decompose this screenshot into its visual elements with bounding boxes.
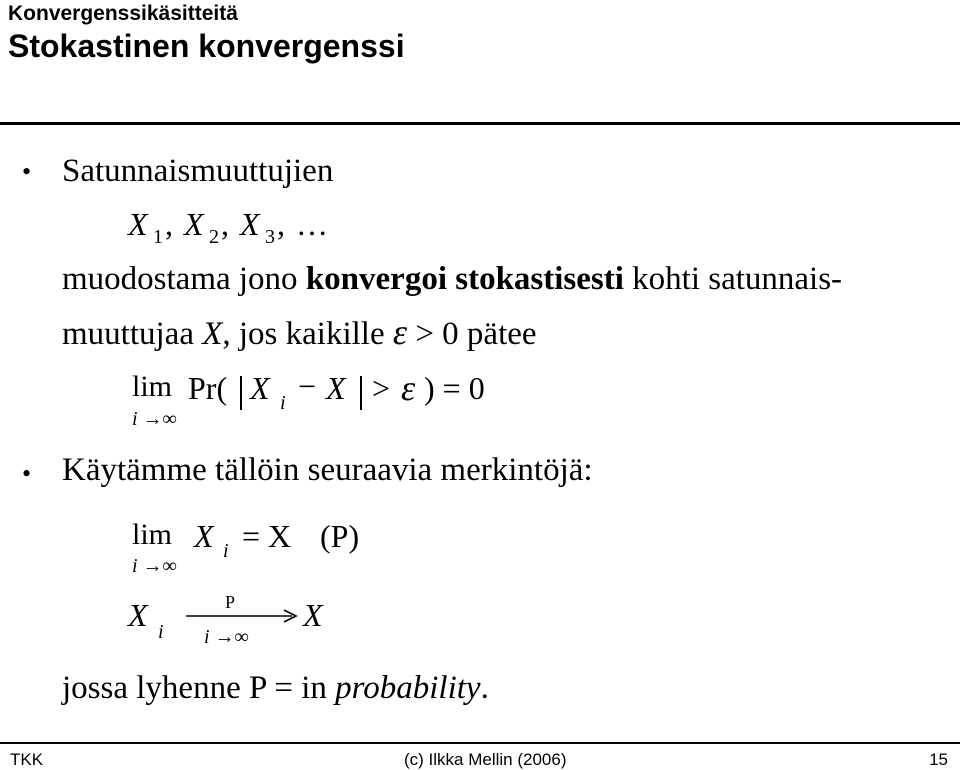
sequence-comma3: , [277,206,285,242]
sequence-x2: X [184,206,204,242]
formula3-arrow-label: P [225,592,236,612]
sequence-comma2: , [221,206,229,242]
sequence-sub2: 2 [209,226,219,248]
formula1-minus: − [298,368,317,404]
bullet1-line3: muodostama jono konvergoi stokastisesti kohti satunnais- [62,261,843,297]
formula2-lim: lim [132,518,173,551]
formula1-pr: Pr( [188,370,228,406]
formula3-sub-i: i [158,621,164,643]
formula1-epsilon: ε [401,368,416,408]
bullet1-line1: Satunnaismuuttujien [62,153,334,189]
formula2-limit-sub: i →∞ [132,555,177,577]
abs-bar-right [360,376,362,410]
formula2-x: X [194,518,214,554]
abs-bar-left [240,376,242,410]
sequence-x1: X [128,206,148,242]
formula1-close: ) = 0 [424,370,485,406]
epsilon-symbol: ε [392,312,408,352]
closing-italic-term: probability [335,670,481,706]
formula1-x2: X [326,370,346,406]
bullet-marker-1: • [22,157,32,186]
right-arrow-icon [186,608,304,624]
formula1-gt: > [372,370,391,406]
emphasis-term: konvergoi stokastisesti [305,261,624,297]
sequence-sub1: 1 [153,226,163,248]
formula1-limit-sub: i →∞ [132,408,177,430]
bullet2-text: Käytämme tällöin seuraavia merkintöjä: [62,452,593,488]
formula3-arrow-sub: i →∞ [204,626,249,648]
footer-center: (c) Ilkka Mellin (2006) [404,750,567,769]
sequence-x3: X [240,206,260,242]
formula1-x: X [250,370,270,406]
bullet1-line4: muuttujaa X, jos kaikille ε > 0 pätee [62,312,537,352]
closing-note: jossa lyhenne P = in probability. [62,670,489,706]
formula2-tag: (P) [320,518,360,554]
page-number: 15 [929,750,948,769]
sequence-sub3: 3 [265,226,275,248]
formula3-x: X [128,597,148,633]
footer-left: TKK [10,750,44,769]
formula1-lim: lim [132,370,173,403]
slide-title: Stokastinen konvergenssi [8,28,405,64]
section-category: Konvergenssikäsitteitä [8,2,238,25]
sequence-comma1: , [165,206,173,242]
formula1-sub-i: i [280,392,286,414]
footer-divider [0,742,960,744]
formula2-sub-i: i [223,540,229,562]
formula3-x2: X [303,597,323,633]
header-divider [0,122,960,125]
bullet-marker-2: • [22,459,32,488]
formula2-eq: = X [242,518,292,554]
sequence-ellipsis: … [296,206,328,242]
